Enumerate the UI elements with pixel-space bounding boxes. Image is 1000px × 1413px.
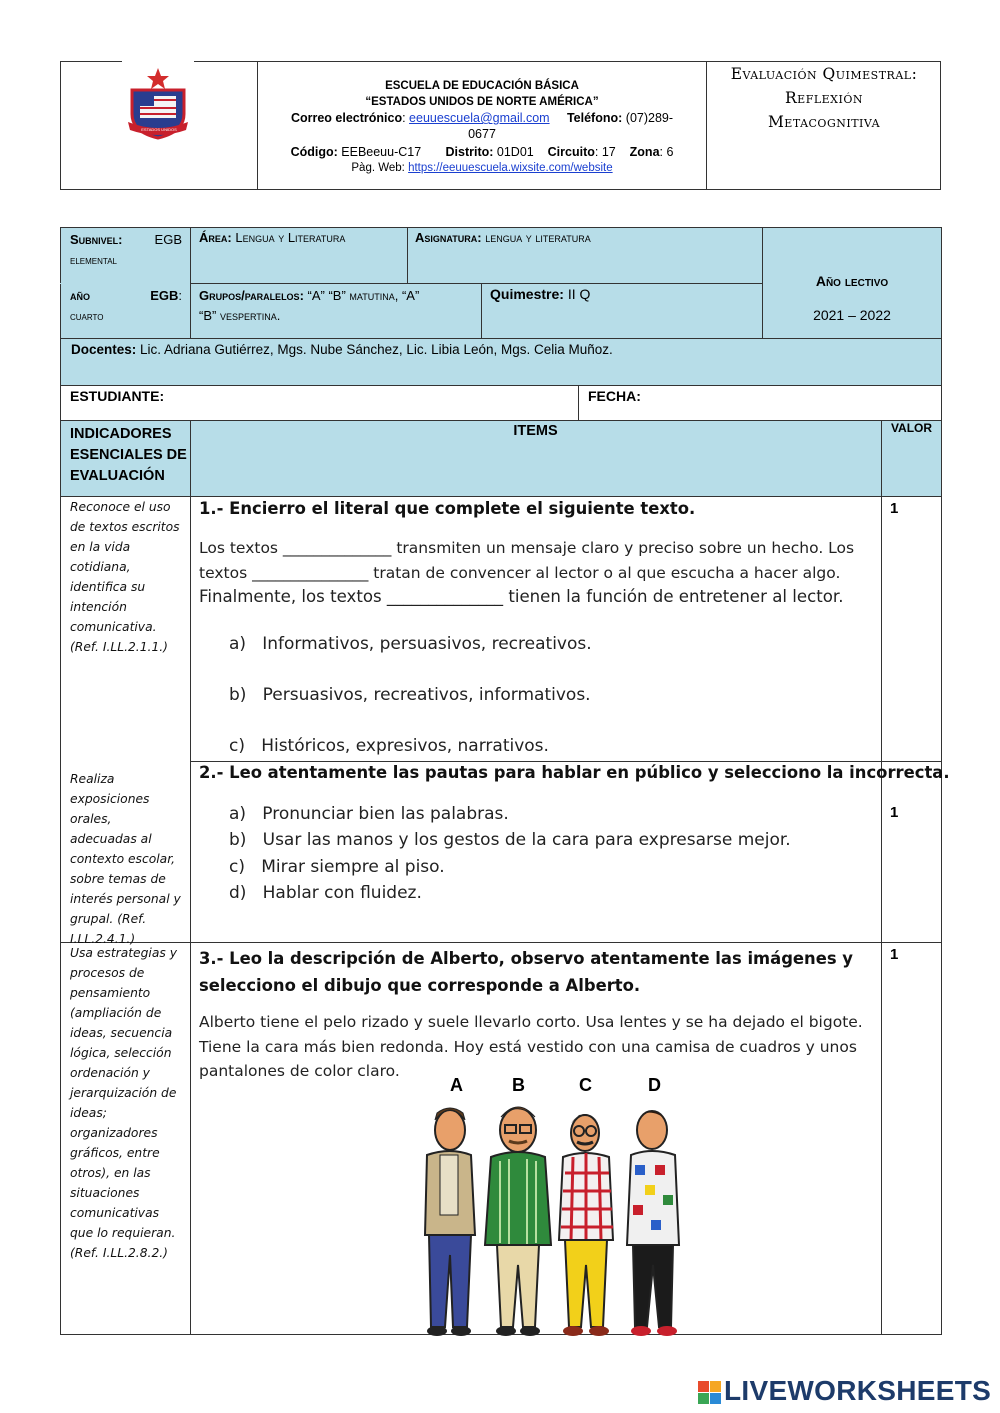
egb-wrap: EGB: bbox=[150, 288, 182, 303]
q2-option-c[interactable]: c) Mirar siempre al piso. bbox=[229, 856, 445, 877]
subnivel-value-2: elemental bbox=[70, 253, 117, 267]
area-label: Área: bbox=[199, 230, 232, 245]
asignatura-value: lengua y literatura bbox=[485, 230, 591, 245]
character-c[interactable] bbox=[559, 1114, 613, 1336]
question-2: 2.- Leo atentamente las pautas para hablar en público y selecciono la incorrecta. bbox=[199, 763, 950, 782]
q1-text-line-3: Finalmente, los textos ______________ tienen la función de entretener al lector. bbox=[199, 587, 844, 606]
badge-square-2 bbox=[710, 1381, 721, 1392]
anio-label: año bbox=[70, 288, 90, 303]
subnivel-label: Subnivel: bbox=[70, 232, 123, 247]
subnivel-cell bbox=[70, 230, 182, 270]
student-divider bbox=[578, 385, 579, 421]
value-2: 1 bbox=[890, 804, 899, 821]
anio-cell bbox=[70, 286, 182, 326]
q2-option-d[interactable]: d) Hablar con fluidez. bbox=[229, 882, 422, 903]
area-value: Lengua y Literatura bbox=[235, 230, 346, 245]
figure-label-b[interactable]: B bbox=[512, 1075, 525, 1095]
question-1: 1.- Encierro el literal que complete el siguiente texto. bbox=[199, 499, 696, 518]
egb-label: EGB bbox=[150, 288, 179, 303]
row-line-1 bbox=[190, 761, 942, 762]
fecha-label: FECHA: bbox=[588, 388, 641, 404]
question-3-line-1: 3.- Leo la descripción de Alberto, observo atentamente las imágenes y bbox=[199, 949, 853, 968]
q2-option-a[interactable]: a) Pronunciar bien las palabras. bbox=[229, 804, 509, 824]
phone-value-2: 0677 bbox=[468, 127, 496, 141]
estudiante-label: ESTUDIANTE: bbox=[70, 388, 165, 404]
info-vline-1 bbox=[190, 227, 191, 338]
email-link[interactable]: eeuuescuela@gmail.com bbox=[409, 111, 550, 125]
q1-text-line-2: textos _______________ tratan de convencer al lector o al que escucha a hacer algo. bbox=[199, 563, 841, 582]
circuit-value: 17 bbox=[601, 145, 616, 159]
badge-square-1 bbox=[698, 1381, 709, 1392]
code-line: Código: EEBeeuu-C17 Distrito: 01D01 Circuito: 17 Zona: 6 bbox=[290, 145, 674, 159]
logo-gap bbox=[122, 58, 194, 64]
q1-option-b[interactable]: b) Persuasivos, recreativos, informativos. bbox=[229, 685, 591, 705]
web-link[interactable]: https://eeuuescuela.wixsite.com/website bbox=[408, 162, 613, 174]
indicator-3: Usa estrategias y procesos de pensamiento (ampliación de ideas, secuencia lógica, selección ordenación y jerarquización de ideas; organizadores gráficos, entre otros), en las situaciones comunicativas que lo requieran. (Ref. I.LL.2.8.2.) bbox=[70, 946, 177, 1260]
characters-illustration bbox=[405, 1095, 705, 1350]
liveworksheets-logo: LIVEWORKSHEETS bbox=[724, 1375, 992, 1406]
character-a[interactable] bbox=[425, 1108, 475, 1336]
indicator-2: Realiza exposiciones orales, adecuadas al contexto escolar, sobre temas de interés personal y grupal. (Ref. I.LL.2.4.1.) bbox=[70, 772, 181, 946]
items-header: ITEMS bbox=[513, 423, 558, 439]
anio-lectivo-value: 2021 – 2022 bbox=[813, 307, 891, 323]
q3-text-line-2: Tiene la cara más bien redonda. Hoy está vestido con una camisa de cuadros y unos bbox=[199, 1037, 857, 1056]
contact-line: Correo electrónico: eeuuescuela@gmail.com Teléfono: (07)289- bbox=[290, 111, 674, 125]
code-value: EEBeeuu-C17 bbox=[341, 145, 422, 159]
eval-title-line-1: Evaluación Quimestral: bbox=[730, 65, 918, 83]
eval-title bbox=[707, 62, 941, 134]
question-3 bbox=[199, 945, 853, 999]
school-name: ESCUELA DE EDUCACIÓN BÁSICA bbox=[385, 80, 579, 92]
estudiante-field[interactable] bbox=[170, 388, 570, 414]
logo-text: ESTADOS UNIDOS bbox=[141, 127, 177, 132]
docentes-cell bbox=[71, 342, 613, 357]
docentes-label: Docentes: bbox=[71, 342, 137, 357]
info-vline-2 bbox=[407, 227, 408, 283]
main-vline-1 bbox=[190, 420, 191, 1335]
main-header-bottom bbox=[60, 496, 942, 497]
school-subtitle: “ESTADOS UNIDOS DE NORTE AMÉRICA” bbox=[365, 96, 599, 108]
fecha-field[interactable] bbox=[645, 388, 935, 414]
quimestre-label: Quimestre: bbox=[490, 286, 564, 302]
code-label: Código: bbox=[290, 145, 338, 159]
liveworksheets-badge bbox=[698, 1381, 722, 1405]
valor-header: VALOR bbox=[890, 421, 933, 435]
zone-label: Zona bbox=[629, 145, 660, 159]
anio-value: cuarto bbox=[70, 309, 104, 323]
q3-text-line-3: pantalones de color claro. bbox=[199, 1062, 400, 1080]
grupos-value-2: “B” vespertina. bbox=[199, 308, 281, 323]
indicadores-header: INDICADORES ESENCIALES DE EVALUACIÓN bbox=[70, 426, 187, 484]
info-vline-4 bbox=[481, 283, 482, 338]
phone-value: (07)289- bbox=[625, 111, 674, 125]
value-1: 1 bbox=[890, 500, 899, 517]
quimestre-value: II Q bbox=[567, 286, 591, 302]
q2-option-b[interactable]: b) Usar las manos y los gestos de la cara para expresarse mejor. bbox=[229, 830, 791, 851]
eval-title-line-3: Metacognitiva bbox=[767, 113, 881, 131]
row-line-2 bbox=[60, 942, 942, 943]
badge-square-4 bbox=[710, 1393, 721, 1404]
main-vline-2 bbox=[881, 420, 882, 1335]
figure-label-a[interactable]: A bbox=[450, 1075, 463, 1095]
info-hline-3 bbox=[60, 338, 942, 339]
q2-options bbox=[229, 801, 791, 906]
grupos-cell bbox=[199, 286, 475, 326]
docentes-value: Lic. Adriana Gutiérrez, Mgs. Nube Sánchez, Lic. Libia León, Mgs. Celia Muñoz. bbox=[140, 342, 613, 357]
indicator-1: Reconoce el uso de textos escritos en la vida cotidiana, identifica su intención comunicativa. (Ref. I.LL.2.1.1.) bbox=[70, 500, 180, 654]
asignatura-label: Asignatura: bbox=[415, 230, 482, 245]
question-1-text bbox=[199, 536, 879, 610]
value-3: 1 bbox=[890, 946, 899, 963]
info-hline-1 bbox=[190, 283, 762, 284]
q3-text-line-1: Alberto tiene el pelo rizado y suele llevarlo corto. Usa lentes y se ha dejado el bigote. bbox=[199, 1013, 863, 1031]
anio-lectivo-cell bbox=[763, 264, 941, 332]
question-3-text bbox=[199, 1010, 863, 1084]
eval-title-line-2: Reflexión bbox=[785, 89, 863, 107]
character-d[interactable] bbox=[627, 1111, 679, 1336]
area-cell bbox=[199, 230, 345, 245]
character-b[interactable] bbox=[485, 1107, 551, 1336]
question-3-line-2: selecciono el dibujo que corresponde a Alberto. bbox=[199, 976, 641, 995]
grupos-label: Grupos/paralelos: bbox=[199, 288, 304, 303]
district-value: 01D01 bbox=[496, 145, 534, 159]
circuit-label: Circuito bbox=[547, 145, 595, 159]
q1-text-line-1: Los textos ______________ transmiten un mensaje claro y preciso sobre un hecho. Los bbox=[199, 539, 855, 557]
badge-square-3 bbox=[698, 1393, 709, 1404]
zone-value: 6 bbox=[666, 145, 674, 159]
web-line bbox=[258, 160, 706, 176]
subnivel-value-1: EGB bbox=[154, 232, 182, 247]
q1-option-c[interactable]: c) Históricos, expresivos, narrativos. bbox=[229, 736, 549, 756]
quimestre-cell bbox=[490, 286, 590, 302]
anio-lectivo-label: Año lectivo bbox=[815, 273, 889, 289]
web-label: Pàg. Web: bbox=[351, 162, 405, 174]
phone-label: Teléfono: bbox=[566, 111, 623, 125]
q1-option-a[interactable]: a) Informativos, persuasivos, recreativos. bbox=[229, 634, 592, 654]
district-label: Distrito: bbox=[445, 145, 494, 159]
email-label: Correo electrónico bbox=[290, 111, 403, 125]
school-info bbox=[258, 78, 706, 176]
figure-label-c[interactable]: C bbox=[579, 1075, 592, 1095]
info-hline-2 bbox=[60, 283, 190, 284]
grupos-value-1: “A” “B” matutina, “A” bbox=[307, 288, 420, 303]
asignatura-cell bbox=[415, 230, 591, 245]
figure-label-d[interactable]: D bbox=[648, 1075, 661, 1095]
